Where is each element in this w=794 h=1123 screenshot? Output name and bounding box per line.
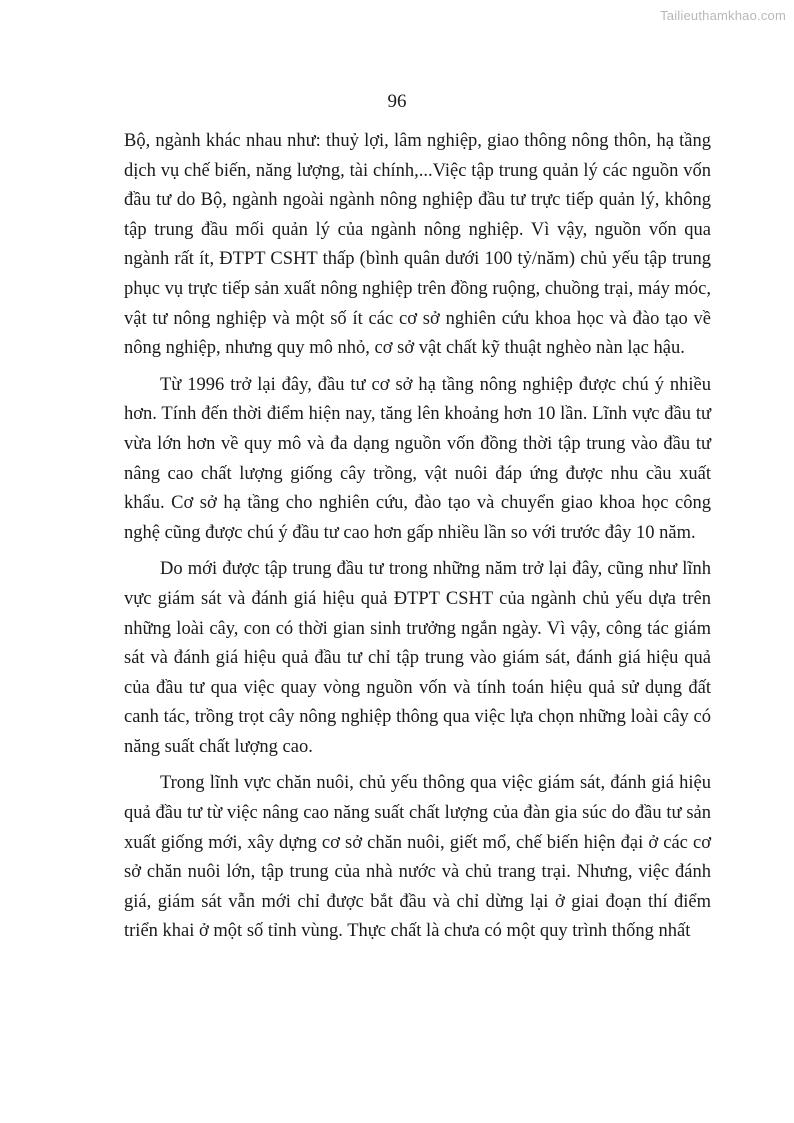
document-body: [124, 127, 711, 954]
watermark-text: Tailieuthamkhao.com: [660, 8, 786, 23]
paragraph-2: Từ 1996 trở lại đây, đầu tư cơ sở hạ tầng nông nghiệp được chú ý nhiều hơn. Tính đến thời điểm hiện nay, tăng lên khoảng hơn 10 lần. Lĩnh vực đầu tư vừa lớn hơn về quy mô và đa dạng nguồn vốn đồng thời tập trung vào đầu tư nâng cao chất lượng giống cây trồng, vật nuôi đáp ứng được nhu cầu xuất khẩu. Cơ sở hạ tầng cho nghiên cứu, đào tạo và chuyển giao khoa học công nghệ cũng được chú ý đầu tư cao hơn gấp nhiều lần so với trước đây 10 năm.: [124, 374, 711, 543]
paragraph-1: Bộ, ngành khác nhau như: thuỷ lợi, lâm nghiệp, giao thông nông thôn, hạ tầng dịch vụ chế biến, năng lượng, tài chính,...Việc tập trung quản lý các nguồn vốn đầu tư do Bộ, ngành ngoài ngành nông nghiệp đầu tư trực tiếp quản lý, không tập trung đầu mối quản lý của ngành nông nghiệp. Vì vậy, nguồn vốn qua ngành rất ít, ĐTPT CSHT thấp (bình quân dưới 100 tỷ/năm) chủ yếu tập trung phục vụ trực tiếp sản xuất nông nghiệp trên đồng ruộng, chuồng trại, máy móc, vật tư nông nghiệp và một số ít các cơ sở nghiên cứu khoa học và đào tạo về nông nghiệp, nhưng quy mô nhỏ, cơ sở vật chất kỹ thuật nghèo nàn lạc hậu.: [124, 131, 711, 359]
paragraph-3: Do mới được tập trung đầu tư trong những năm trở lại đây, cũng như lĩnh vực giám sát và đánh giá hiệu quả ĐTPT CSHT của ngành chủ yếu dựa trên những loài cây, con có thời gian sinh trưởng ngắn ngày. Vì vậy, công tác giám sát và đánh giá hiệu quả đầu tư chỉ tập trung vào giám sát, đánh giá hiệu quả của đầu tư qua việc quay vòng nguồn vốn và tính toán hiệu quả sử dụng đất canh tác, trồng trọt cây nông nghiệp thông qua việc lựa chọn những loài cây có năng suất chất lượng cao.: [124, 559, 711, 757]
paragraph-4: Trong lĩnh vực chăn nuôi, chủ yếu thông qua việc giám sát, đánh giá hiệu quả đầu tư từ việc nâng cao năng suất chất lượng của đàn gia súc do đầu tư sản xuất giống mới, xây dựng cơ sở chăn nuôi, giết mổ, chế biến hiện đại ở các cơ sở chăn nuôi lớn, tập trung của nhà nước và chủ trang trại. Nhưng, việc đánh giá, giám sát vẫn mới chỉ được bắt đầu và chỉ dừng lại ở giai đoạn thí điểm triển khai ở một số tỉnh vùng. Thực chất là chưa có một quy trình thống nhất: [124, 773, 711, 942]
page-number: 96: [387, 91, 407, 112]
